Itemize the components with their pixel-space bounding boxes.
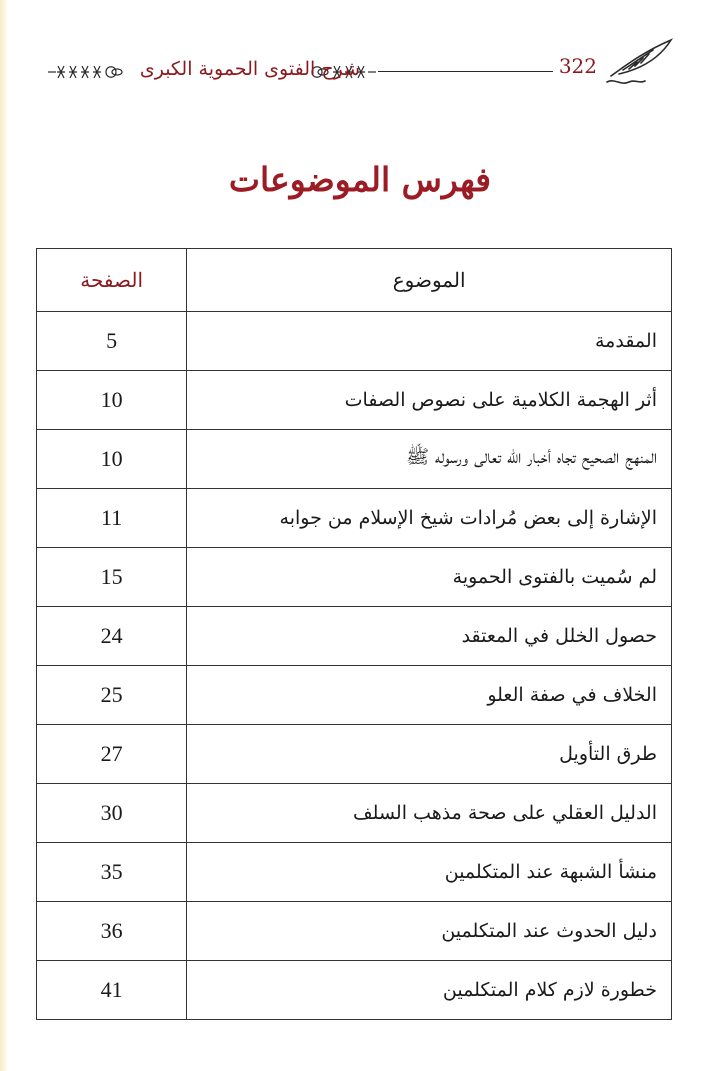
table-row	[37, 371, 672, 430]
floral-ornament-icon	[46, 60, 126, 84]
table-row	[37, 902, 672, 961]
section-title: فهرس الموضوعات	[228, 160, 492, 199]
column-header-topic: الموضوع	[187, 249, 672, 312]
topic-cell: طرق التأويل	[187, 725, 672, 784]
page-number-cell: 36	[37, 902, 187, 961]
table-row	[37, 843, 672, 902]
topic-cell: منشأ الشبهة عند المتكلمين	[187, 843, 672, 902]
running-header	[40, 40, 675, 100]
topic-cell: المنهج الصحيح تجاه أخبار الله تعالى ورسوله ﷺ	[187, 430, 672, 489]
table-row	[37, 961, 672, 1020]
table-row	[37, 666, 672, 725]
table-row	[37, 430, 672, 489]
table-row	[37, 607, 672, 666]
table-row	[37, 548, 672, 607]
table-row	[37, 312, 672, 371]
table-body	[37, 312, 672, 1020]
topic-cell: الإشارة إلى بعض مُرادات شيخ الإسلام من جوابه	[187, 489, 672, 548]
table-of-contents	[36, 248, 672, 1020]
topic-cell: دليل الحدوث عند المتكلمين	[187, 902, 672, 961]
topic-cell: الدليل العقلي على صحة مذهب السلف	[187, 784, 672, 843]
topic-cell: الخلاف في صفة العلو	[187, 666, 672, 725]
table-row	[37, 725, 672, 784]
table-row	[37, 489, 672, 548]
page-number-cell: 10	[37, 430, 187, 489]
page-number: 322	[558, 54, 597, 78]
topic-cell: حصول الخلل في المعتقد	[187, 607, 672, 666]
page-number-cell: 24	[37, 607, 187, 666]
column-header-page: الصفحة	[37, 249, 187, 312]
page-number-cell: 41	[37, 961, 187, 1020]
table-header-row	[37, 249, 672, 312]
topic-cell: المقدمة	[187, 312, 672, 371]
table-row	[37, 784, 672, 843]
page-number-cell: 30	[37, 784, 187, 843]
page-number-cell: 5	[37, 312, 187, 371]
page-number-cell: 27	[37, 725, 187, 784]
header-rule	[378, 71, 553, 72]
topic-cell: خطورة لازم كلام المتكلمين	[187, 961, 672, 1020]
topic-cell: أثر الهجمة الكلامية على نصوص الصفات	[187, 371, 672, 430]
book-title: شرح الفتوى الحموية الكبرى	[139, 58, 360, 80]
topic-cell: لم سُميت بالفتوى الحموية	[187, 548, 672, 607]
page-number-cell: 15	[37, 548, 187, 607]
page-number-cell: 35	[37, 843, 187, 902]
page-number-cell: 11	[37, 489, 187, 548]
page-number-cell: 10	[37, 371, 187, 430]
quill-icon	[603, 36, 675, 88]
page-number-cell: 25	[37, 666, 187, 725]
